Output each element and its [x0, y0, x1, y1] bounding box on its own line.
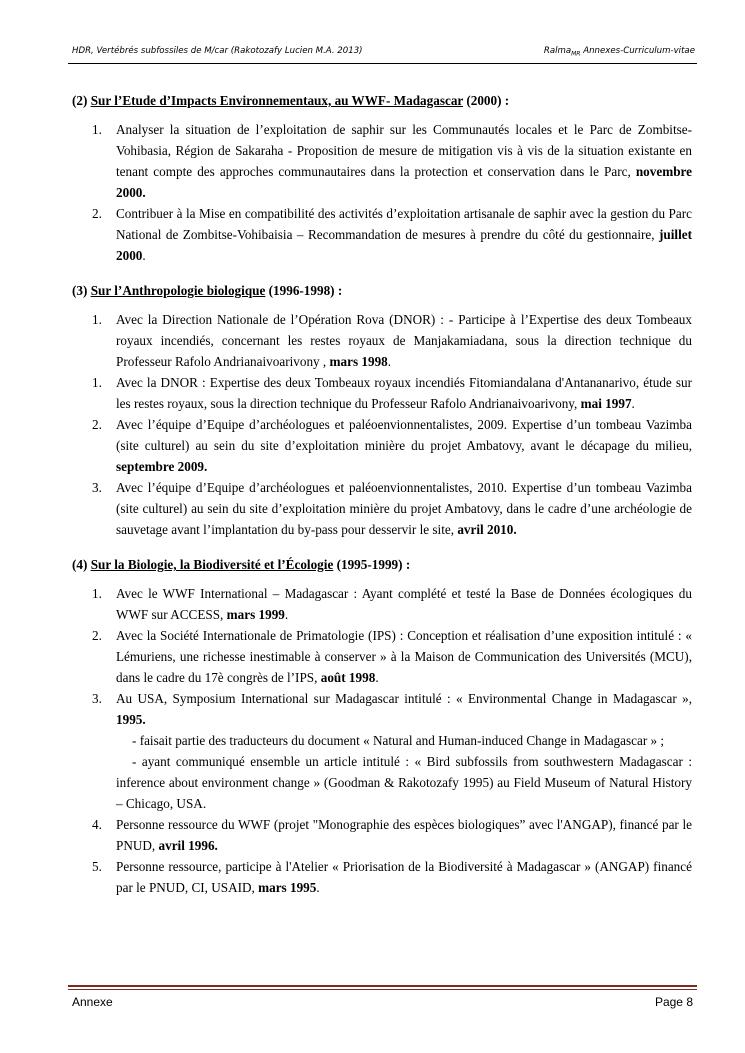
header-rule — [68, 63, 697, 64]
section-years: (1995-1999) : — [333, 557, 411, 572]
list-item — [72, 119, 692, 203]
item-number: 2. — [92, 628, 102, 643]
item-number: 1. — [92, 122, 102, 137]
footer-label: Annexe — [72, 995, 113, 1009]
item-text: Personne ressource du WWF (projet "Monographie des espèces biologiques” avec l'ANGAP), financé par le PNUD, — [116, 817, 692, 853]
item-text: Avec la Direction Nationale de l’Opération Rova (DNOR) : - Participe à l’Expertise des deux Tombeaux royaux incendiés, concernant les restes royaux de Manjakamiadana, sous la direction technique du Professeur Rafolo Andrianaivoarivony , — [116, 312, 692, 369]
section-number: (4) — [72, 557, 91, 572]
page-footer — [72, 995, 693, 1011]
item-text: Au USA, Symposium International sur Madagascar intitulé : « Environmental Change in Madagascar », — [116, 691, 692, 706]
item-date: septembre 2009. — [116, 459, 208, 474]
section-years: (2000) : — [463, 93, 510, 108]
item-number: 2. — [92, 417, 102, 432]
section-list — [72, 119, 692, 266]
header-section-label: Annexes-Curriculum-vitae — [580, 46, 695, 56]
section-number: (2) — [72, 93, 91, 108]
item-date: novembre 2000. — [116, 164, 692, 200]
list-item — [72, 309, 692, 372]
item-date: mars 1995 — [258, 880, 317, 895]
item-number: 1. — [92, 586, 102, 601]
list-item — [72, 688, 692, 814]
item-text: Avec l’équipe d’Equipe d’archéologues et paléoenvionnentalistes, 2009. Expertise d’un tombeau Vazimba (site culturel) au sein du site d’exploitation minière du projet Ambatovy, avant le décapage du milieu, — [116, 417, 692, 453]
footer-rule-thick — [68, 985, 697, 987]
list-item — [72, 414, 692, 477]
list-item — [72, 477, 692, 540]
item-end: . — [387, 354, 392, 369]
item-text: Analyser la situation de l’exploitation de saphir sur les Communautés locales et le Parc de Zombitse-Vohibasia, Région de Sakaraha - Proposition de mesure de mitigation vis à vis de la situation existante en tenant compte des approches communautaires dans la protection et conservation dans le Parc, — [116, 122, 692, 179]
item-text: Contribuer à la Mise en compatibilité des activités d’exploitation artisanale de saphir avec la gestion du Parc National de Zombitse-Vohibaisia – Recommandation de mesures à prendre du côté du gestionnaire, — [116, 206, 692, 242]
list-item — [72, 814, 692, 856]
section-heading — [72, 90, 692, 111]
item-number: 3. — [92, 691, 102, 706]
page-content — [72, 90, 692, 912]
list-item — [72, 583, 692, 625]
header-title: HDR, Vertébrés subfossiles de M/car (Rakotozafy Lucien M.A. 2013) — [72, 46, 363, 56]
sub-item: - faisait partie des traducteurs du document « Natural and Human-induced Change in Madagascar » ; — [132, 733, 665, 748]
item-date: mars 1998 — [329, 354, 388, 369]
item-number: 4. — [92, 817, 102, 832]
list-item — [72, 625, 692, 688]
list-item — [72, 856, 692, 898]
item-number: 1. — [92, 375, 102, 390]
list-item — [72, 203, 692, 266]
section-number: (3) — [72, 283, 91, 298]
section-list — [72, 309, 692, 540]
item-end: . — [631, 396, 635, 411]
footer-rule-thin — [68, 989, 697, 990]
item-number: 2. — [92, 206, 102, 221]
header-section — [544, 46, 695, 58]
item-text: Avec le WWF International – Madagascar : Ayant complété et testé la Base de Données écologiques du WWF sur ACCESS, — [116, 586, 692, 622]
item-end: . — [284, 607, 289, 622]
list-item — [72, 372, 692, 414]
item-date: avril 2010. — [457, 522, 517, 537]
item-end: . — [375, 670, 379, 685]
section-heading — [72, 280, 692, 301]
section-list — [72, 583, 692, 898]
sub-item: - ayant communiqué ensemble un article intitulé : « Bird subfossils from southwestern Madagascar : inference about environment change » (Goodman & Rakotozafy 1995) au Field Museum of Natural History – Chicago, USA. — [116, 754, 692, 811]
header-section-name: Ralma — [543, 46, 572, 56]
page-header — [72, 46, 695, 60]
section-title: Sur l’Etude d’Impacts Environnementaux, au WWF- Madagascar — [90, 93, 464, 108]
section-years: (1996-1998) : — [265, 283, 343, 298]
item-date: juillet 2000 — [116, 227, 692, 263]
item-text: Personne ressource, participe à l'Atelier « Priorisation de la Biodiversité à Madagascar » (ANGAP) financé par le PNUD, CI, USAID, — [116, 859, 692, 895]
item-end: . — [142, 248, 146, 263]
item-date: août 1998 — [320, 670, 376, 685]
page-number: Page 8 — [654, 995, 693, 1009]
item-number: 5. — [92, 859, 102, 874]
item-end: . — [316, 880, 320, 895]
item-date: avril 1996. — [158, 838, 218, 853]
section-heading — [72, 554, 692, 575]
item-text: Avec la DNOR : Expertise des deux Tombeaux royaux incendiés Fitomiandalana d'Antananarivo, étude sur les restes royaux, sous la direction technique du Professeur Rafolo Andrianaivoarivony, — [116, 375, 692, 411]
item-date: 1995. — [116, 712, 146, 727]
section-title: Sur la Biologie, la Biodiversité et l’Écologie — [90, 557, 334, 572]
item-text: Avec l’équipe d’Equipe d’archéologues et paléoenvionnentalistes, 2010. Expertise d’un tombeau Vazimba (site culturel) au sein du site d’exploitation minière du projet Ambatovy, dans le cadre d’une archéologie de sauvetage avant l’implantation du by-pass pour desservir le site, — [116, 480, 692, 537]
header-section-subscript: MR — [571, 50, 581, 58]
item-date: mars 1999 — [226, 607, 285, 622]
item-date: mai 1997 — [580, 396, 632, 411]
section-title: Sur l’Anthropologie biologique — [90, 283, 266, 298]
item-text: Avec la Société Internationale de Primatologie (IPS) : Conception et réalisation d’une exposition intitulé : « Lémuriens, une richesse inestimable à conserver » à la Maison de Communication des Universités (MCU), dans le cadre du 17è congrès de l’IPS, — [116, 628, 692, 685]
item-number: 3. — [92, 480, 102, 495]
item-number: 1. — [92, 312, 102, 327]
